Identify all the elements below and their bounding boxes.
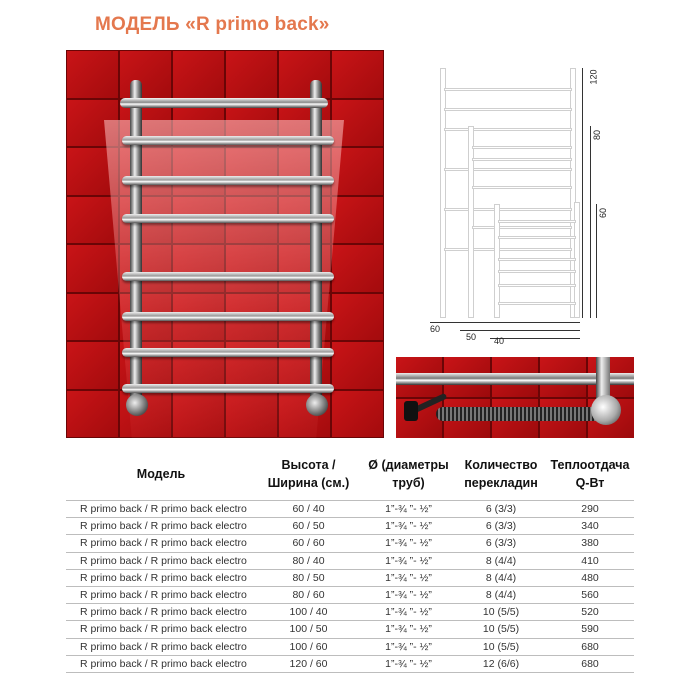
cell-rungs: 6 (3/3) [456, 518, 546, 535]
cell-rungs: 10 (5/5) [456, 638, 546, 655]
cell-rungs: 8 (4/4) [456, 586, 546, 603]
table-row [66, 655, 634, 672]
cell-diameter: 1”-¾ ”- ½” [361, 586, 456, 603]
cell-size: 80 / 40 [256, 552, 361, 569]
cell-rungs: 10 (5/5) [456, 604, 546, 621]
ladder-large-rung [444, 128, 572, 131]
rung [122, 136, 334, 145]
cell-size: 80 / 50 [256, 569, 361, 586]
header-rungs-line2: перекладин [464, 476, 538, 490]
header-diameter-line2: труб) [392, 476, 425, 490]
dim-line-width-50 [460, 330, 580, 331]
cell-size: 100 / 40 [256, 604, 361, 621]
power-plug [404, 401, 418, 421]
rung [122, 272, 334, 281]
dim-label-width-40: 40 [494, 336, 505, 346]
ladder-medium-rung [472, 146, 572, 149]
cell-heat: 480 [546, 569, 634, 586]
dim-label-120: 120 [588, 69, 599, 85]
table-row [66, 586, 634, 603]
ladder-small-rung [498, 220, 576, 223]
dim-label-80: 80 [592, 129, 603, 141]
dim-line-width-60 [430, 322, 580, 323]
cell-diameter: 1”-¾ ”- ½” [361, 552, 456, 569]
heating-element-photo [396, 357, 634, 438]
ladder-small-rung [498, 236, 576, 239]
cell-heat: 380 [546, 535, 634, 552]
header-diameter [361, 448, 456, 501]
dim-line-height-80 [590, 126, 591, 318]
cell-diameter: 1”-¾ ”- ½” [361, 621, 456, 638]
cell-model: R primo back / R primo back electro [66, 638, 256, 655]
left-wall-mount [126, 394, 148, 416]
header-size [256, 448, 361, 501]
header-model-text: Модель [136, 467, 186, 481]
table-row [66, 604, 634, 621]
cell-size: 60 / 60 [256, 535, 361, 552]
cell-diameter: 1”-¾ ”- ½” [361, 604, 456, 621]
cell-model: R primo back / R primo back electro [66, 552, 256, 569]
heating-coil [436, 407, 611, 421]
table-row [66, 569, 634, 586]
table-header-row [66, 448, 634, 501]
cell-diameter: 1”-¾ ”- ½” [361, 569, 456, 586]
cell-size: 100 / 60 [256, 638, 361, 655]
right-post [310, 80, 322, 410]
cell-heat: 680 [546, 638, 634, 655]
cell-diameter: 1”-¾ ”- ½” [361, 655, 456, 672]
top-rail [120, 98, 328, 108]
ladder-small-rung [498, 258, 576, 261]
cell-rungs: 10 (5/5) [456, 621, 546, 638]
cell-model: R primo back / R primo back electro [66, 604, 256, 621]
size-diagram [410, 58, 610, 348]
cell-rungs: 8 (4/4) [456, 552, 546, 569]
rung [122, 214, 334, 223]
cell-diameter: 1”-¾ ”- ½” [361, 535, 456, 552]
thermostat-knob [591, 395, 621, 425]
cell-heat: 590 [546, 621, 634, 638]
header-heat [546, 448, 634, 501]
table-row [66, 518, 634, 535]
cell-rungs: 8 (4/4) [456, 569, 546, 586]
header-diameter-line1: Ø (диаметры [368, 458, 449, 472]
right-wall-mount [306, 394, 328, 416]
cell-size: 60 / 40 [256, 501, 361, 518]
table-row [66, 638, 634, 655]
cell-heat: 290 [546, 501, 634, 518]
cell-model: R primo back / R primo back electro [66, 535, 256, 552]
ladder-medium-rung [472, 186, 572, 189]
cell-heat: 680 [546, 655, 634, 672]
cell-size: 100 / 50 [256, 621, 361, 638]
ladder-medium-left [468, 126, 474, 318]
cell-diameter: 1”-¾ ”- ½” [361, 518, 456, 535]
dim-label-width-50: 50 [466, 332, 477, 342]
product-photo [66, 50, 384, 438]
ladder-large-rung [444, 208, 572, 211]
ladder-small-rung [498, 302, 576, 305]
table-row [66, 621, 634, 638]
header-rungs-line1: Количество [464, 458, 538, 472]
table-row [66, 535, 634, 552]
cell-rungs: 6 (3/3) [456, 535, 546, 552]
cell-model: R primo back / R primo back electro [66, 501, 256, 518]
dim-line-height-120 [582, 68, 583, 318]
ladder-large-rung [444, 88, 572, 91]
rung [122, 312, 334, 321]
header-size-line2: Ширина (см.) [267, 476, 350, 490]
page-title: МОДЕЛЬ «R primo back» [95, 14, 330, 35]
ladder-large-rung [444, 108, 572, 111]
header-heat-line1: Теплоотдача [550, 458, 630, 472]
cell-size: 120 / 60 [256, 655, 361, 672]
cell-model: R primo back / R primo back electro [66, 569, 256, 586]
cell-diameter: 1”-¾ ”- ½” [361, 638, 456, 655]
cell-heat: 410 [546, 552, 634, 569]
spec-table [66, 448, 634, 673]
cell-heat: 340 [546, 518, 634, 535]
ladder-large-rung [444, 168, 572, 171]
dim-label-60-height: 60 [598, 207, 609, 219]
cell-model: R primo back / R primo back electro [66, 586, 256, 603]
cell-model: R primo back / R primo back electro [66, 621, 256, 638]
left-post [130, 80, 142, 410]
dim-label-width-60: 60 [430, 324, 441, 334]
ladder-small-rung [498, 270, 576, 273]
rung [122, 384, 334, 393]
cell-rungs: 12 (6/6) [456, 655, 546, 672]
header-model [66, 448, 256, 501]
header-heat-line2: Q-Вт [575, 476, 605, 490]
cell-model: R primo back / R primo back electro [66, 518, 256, 535]
dim-line-height-60 [596, 204, 597, 318]
ladder-large-rung [444, 248, 572, 251]
ladder-small-rung [498, 284, 576, 287]
cell-heat: 520 [546, 604, 634, 621]
cell-model: R primo back / R primo back electro [66, 655, 256, 672]
cell-size: 80 / 60 [256, 586, 361, 603]
ladder-medium-rung [472, 226, 572, 229]
table-row [66, 501, 634, 518]
table-row [66, 552, 634, 569]
cell-rungs: 6 (3/3) [456, 501, 546, 518]
header-rungs [456, 448, 546, 501]
cell-heat: 560 [546, 586, 634, 603]
header-size-line1: Высота / [281, 458, 336, 472]
rung [122, 348, 334, 357]
cell-size: 60 / 50 [256, 518, 361, 535]
ladder-medium-rung [472, 158, 572, 161]
ladder-large-left [440, 68, 446, 318]
rung [122, 176, 334, 185]
cell-diameter: 1”-¾ ”- ½” [361, 501, 456, 518]
